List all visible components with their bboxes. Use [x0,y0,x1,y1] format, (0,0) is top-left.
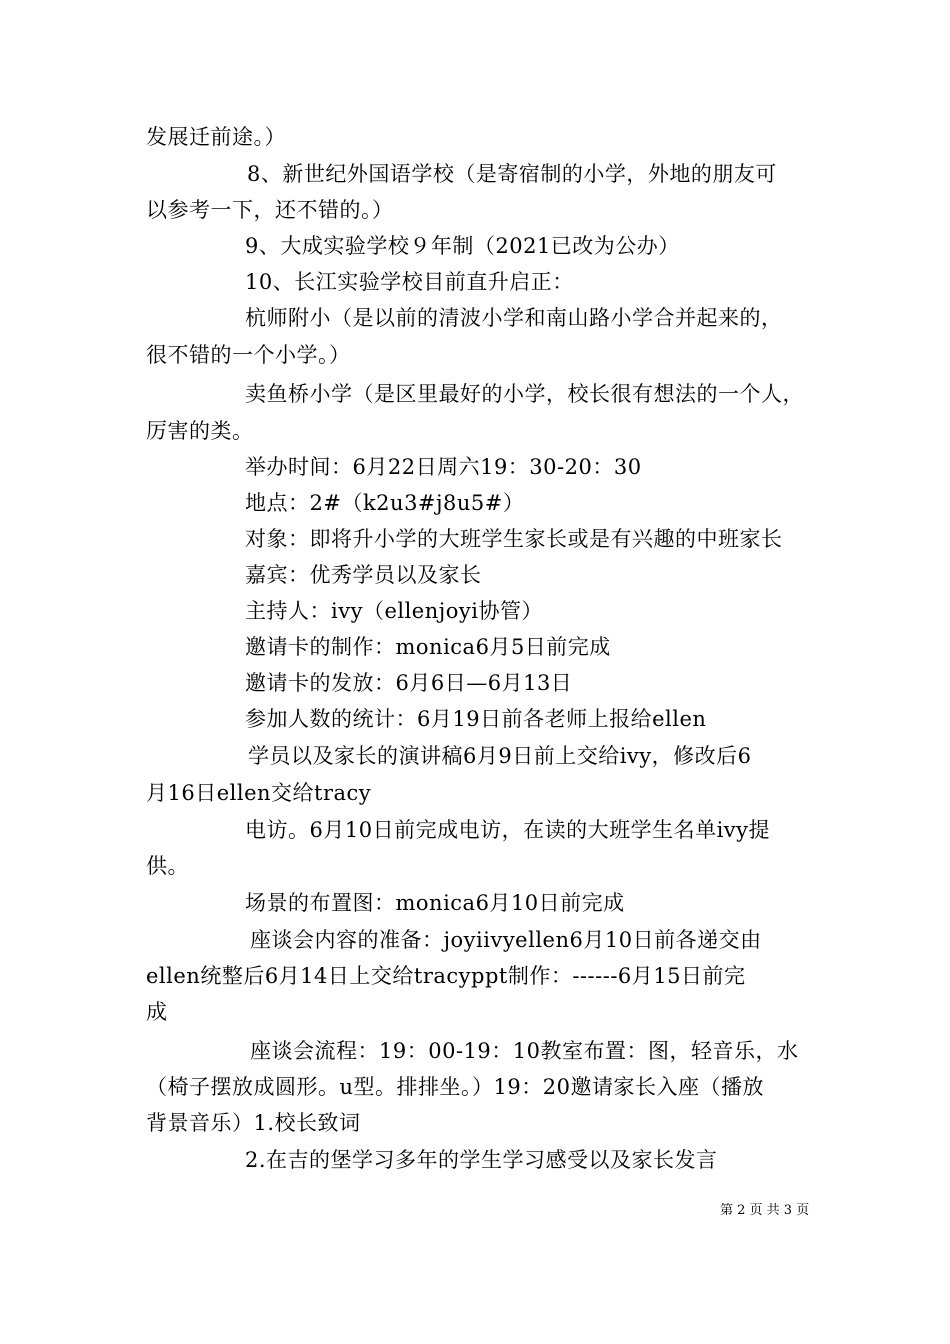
text-line: 发展迁前途。） [146,125,286,149]
text-line: 2.在吉的堡学习多年的学生学习感受以及家长发言 [245,1148,718,1172]
text-line: 对象：即将升小学的大班学生家长或是有兴趣的中班家长 [245,527,783,551]
text-line: 供。 [146,854,189,878]
text-line: 邀请卡的发放：6月6日—6月13日 [245,671,573,695]
text-line: ellen统整后6月14日上交给tracyppt制作：------6月15日前完 [146,964,746,988]
text-line: 参加人数的统计：6月19日前各老师上报给ellen [245,707,707,731]
text-line: 主持人：ivy（ellenjoyi协管） [245,599,543,623]
text-line: 地点：2#（k2u3#j8u5#） [245,491,525,515]
text-line: 杭师附小（是以前的清波小学和南山路小学合并起来的， [245,306,783,330]
text-line: 举办时间：6月22日周六19：30-20：30 [245,455,642,479]
text-line: 8、新世纪外国语学校（是寄宿制的小学，外地的朋友可 [247,162,777,186]
text-line: 10、长江实验学校目前直升启正： [245,270,574,294]
text-line: 电访。6月10日前完成电访，在读的大班学生名单ivy提 [245,818,771,842]
text-line: 月16日ellen交给tracy [146,781,372,805]
text-line: 9、大成实验学校９年制（2021已改为公办） [245,234,680,258]
page-number-footer: 第 2 页 共 3 页 [720,1203,810,1218]
text-line: （椅子摆放成圆形。u型。排排坐。）19：20邀请家长入座（播放 [146,1075,764,1099]
text-line: 卖鱼桥小学（是区里最好的小学，校长很有想法的一个人， [245,382,804,406]
text-line: 学员以及家长的演讲稿6月9日前上交给ivy，修改后6 [248,744,752,768]
text-line: 背景音乐）1.校长致词 [146,1111,361,1135]
text-line: 座谈会内容的准备：joyiivyellen6月10日前各递交由 [250,928,762,952]
text-line: 以参考一下，还不错的。） [146,198,394,222]
text-line: 嘉宾：优秀学员以及家长 [245,563,482,587]
text-line: 邀请卡的制作：monica6月5日前完成 [245,635,611,659]
text-line: 成 [146,1000,168,1024]
text-line: 很不错的一个小学。） [146,343,351,367]
text-line: 厉害的类。 [146,419,254,443]
text-line: 场景的布置图：monica6月10日前完成 [245,891,625,915]
text-line: 座谈会流程：19：00-19：10教室布置：图，轻音乐，水 [250,1039,799,1063]
